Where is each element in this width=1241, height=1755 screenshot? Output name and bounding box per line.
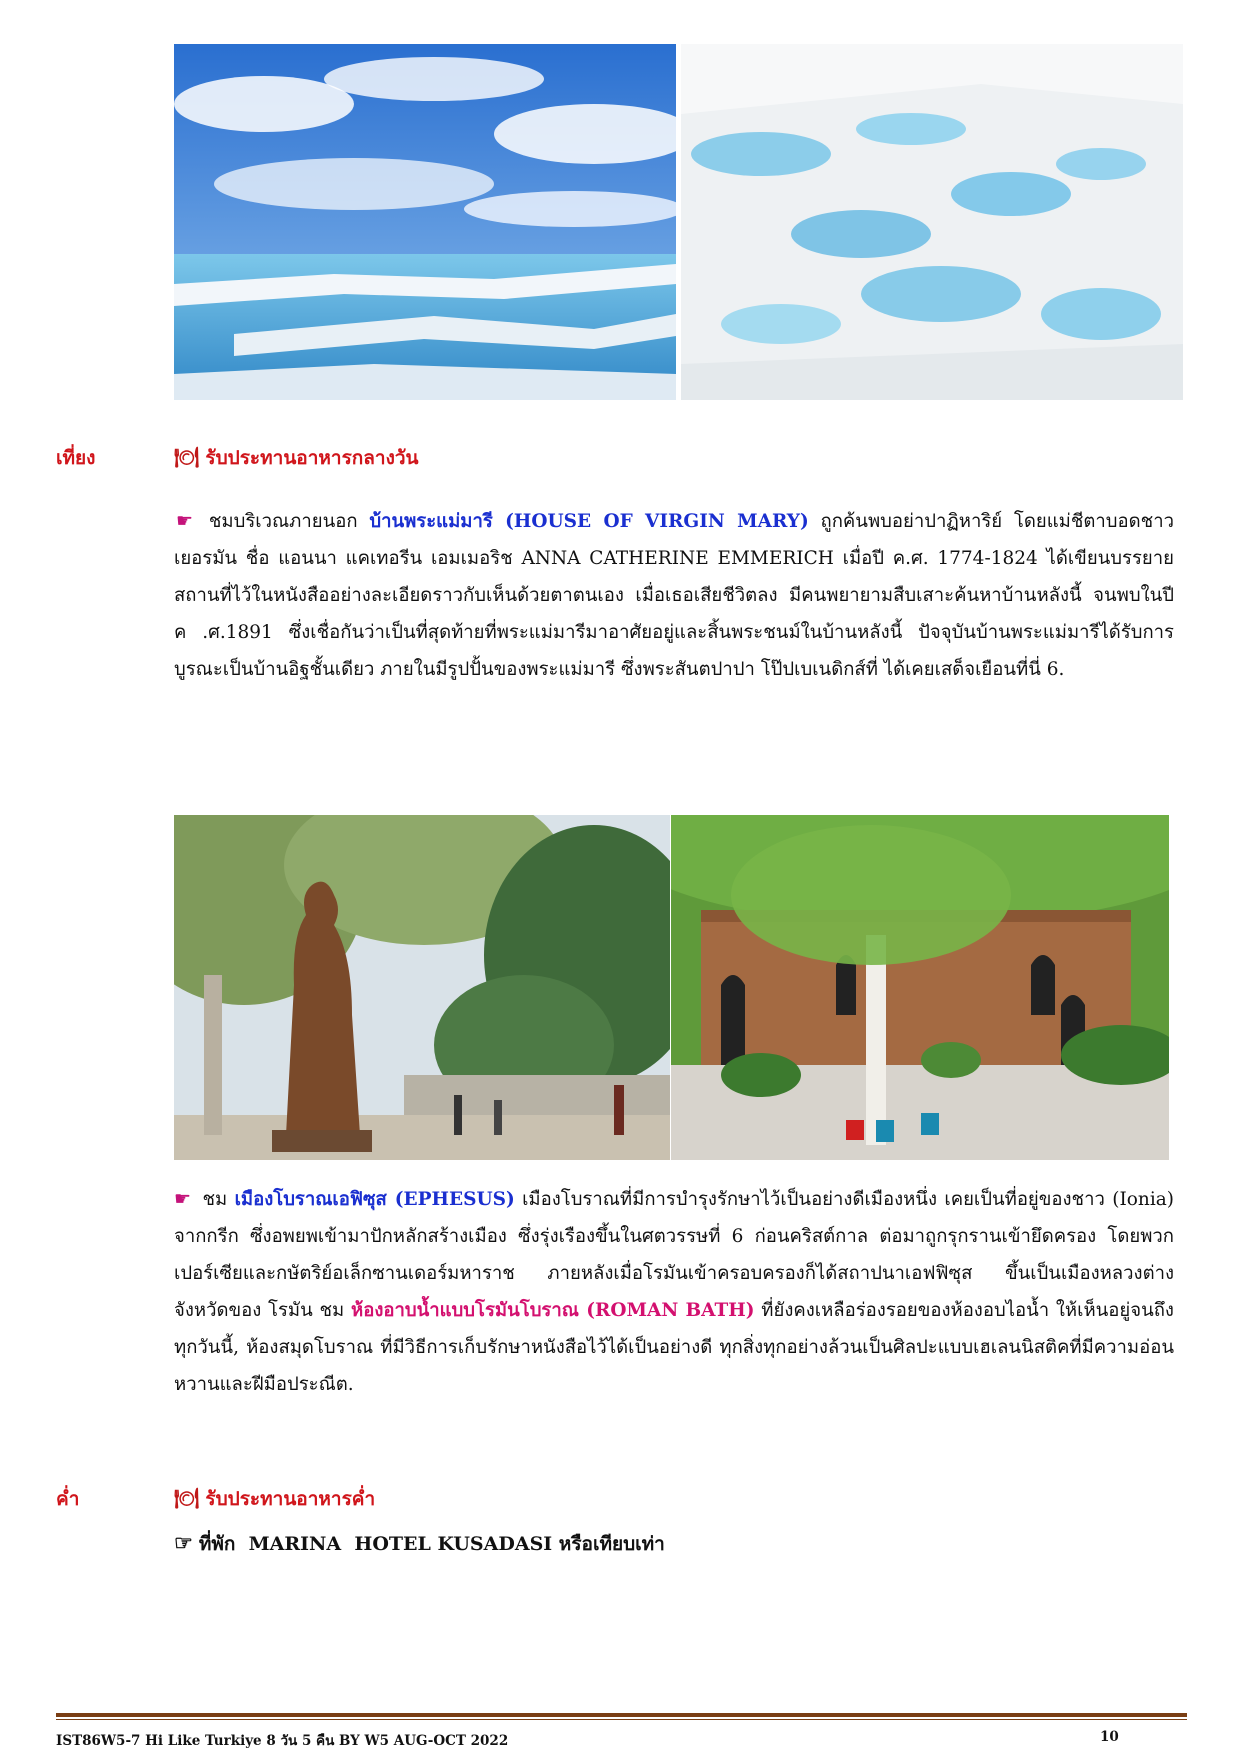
- ephesus-paragraph: [174, 1181, 1174, 1403]
- lunch-meal-line: [174, 443, 419, 473]
- footer-document-code: IST86W5-7 Hi Like Turkiye 8 วัน 5 คืน BY W5 AUG-OCT 2022: [56, 1733, 509, 1749]
- house-of-mary-highlight: บ้านพระแม่มารี (HOUSE OF VIRGIN MARY): [369, 511, 809, 532]
- pointing-hand-icon: ☞: [174, 1530, 193, 1555]
- ephesus-body-2: ที่ยังคงเหลือร่องรอยของห้องอบไอน้ำ ให้เห็นอยู่จนถึงทุกวันนี้, ห้องสมุดโบราณ ที่มีวิธีการเก็บรักษาหนังสือไว้ได้เป็นอย่างดี ทุกสิ่งทุกอย่างล้วนเป็นศิลปะแบบเฮเลนนิสติคที่มีความอ่อนหวานและฝีมือประณีต.: [174, 1300, 1174, 1395]
- lunch-meal-text: รับประทานอาหารกลางวัน: [205, 447, 419, 469]
- pamukkale-photo-right: [681, 44, 1183, 400]
- house-of-mary-body: ถูกค้นพบอย่าปาฏิหาริย์ โดยแม่ชีตาบอดชาวเยอรมัน ชื่อ แอนนา แคเทอรีน เอมเมอริช ANNA CATHERINE EMMERICH เมื่อปี ค.ศ. 1774-1824 ได้เขียนบรรยายสถานที่ไว้ในหนังสืออย่างละเอียดราวกับเห็นด้วยตาตนเอง เมื่อเธอเสียชีวิตลง มีคนพยายามสืบเสาะค้นหาบ้านหลังนี้ จนพบในปี ค .ศ.1891 ซึ่งเชื่อกันว่าเป็นที่สุดท้ายที่พระแม่มารีมาอาศัยอยู่และสิ้นพระชนม์ในบ้านหลังนี้ ปัจจุบันบ้านพระแม่มารีได้รับการบูรณะเป็นบ้านอิฐชั้นเดียว ภายในมีรูปปั้นของพระแม่มารี ซึ่งพระสันตปาปา โป๊ปเบเนดิกส์ที่ ได้เคยเสด็จเยือนที่นี่ 6.: [174, 511, 1174, 680]
- dinner-meal-text: รับประทานอาหารค่ำ: [205, 1488, 376, 1510]
- ephesus-lead: ชม: [202, 1189, 228, 1210]
- ephesus-highlight: เมืองโบราณเอฟิซุส (EPHESUS): [234, 1189, 515, 1210]
- hotel-line: [174, 1529, 665, 1559]
- house-of-mary-lead: ชมบริเวณภายนอก: [208, 511, 358, 532]
- pointing-hand-icon: ☛: [176, 510, 194, 532]
- pamukkale-photo-left: [174, 44, 676, 400]
- hotel-text: ที่พัก MARINA HOTEL KUSADASI หรือเทียบเท่า: [198, 1533, 665, 1555]
- lunch-time-label: เที่ยง: [56, 447, 96, 469]
- dining-icon: 🍽: [174, 445, 200, 469]
- ephesus-body-1: เมืองโบราณที่มีการบำรุงรักษาไว้เป็นอย่างดีเมืองหนึ่ง เคยเป็นที่อยู่ของชาว (Ionia) จากกรีก ซึ่งอพยพเข้ามาปักหลักสร้างเมือง ซึ่งรุ่งเรืองขึ้นในศตวรรษที่ 6 ก่อนคริสต์กาล ต่อมาถูกรุกรานเข้ายึดครอง โดยพวกเปอร์เซียและกษัตริย์อเล็กซานเดอร์มหาราช ภายหลังเมื่อโรมันเข้าครอบครองก็ได้สถาปนาเอฟฟิซุส ขึ้นเป็นเมืองหลวงต่างจังหวัดของ โรมัน ชม: [174, 1189, 1175, 1321]
- virgin-mary-statue-photo: [174, 815, 670, 1160]
- pointing-hand-icon: ☛: [174, 1188, 192, 1210]
- footer-rule-thin: [56, 1719, 1187, 1720]
- house-of-mary-photo: [671, 815, 1169, 1160]
- dinner-meal-line: [174, 1484, 375, 1514]
- page-number: 10: [1100, 1729, 1119, 1745]
- dinner-time-label: ค่ำ: [56, 1488, 80, 1510]
- dining-icon: 🍽: [174, 1486, 200, 1510]
- house-of-mary-paragraph: [174, 503, 1174, 688]
- roman-bath-highlight: ห้องอาบน้ำแบบโรมันโบราณ (ROMAN BATH): [351, 1300, 755, 1321]
- footer-rule: [56, 1713, 1187, 1717]
